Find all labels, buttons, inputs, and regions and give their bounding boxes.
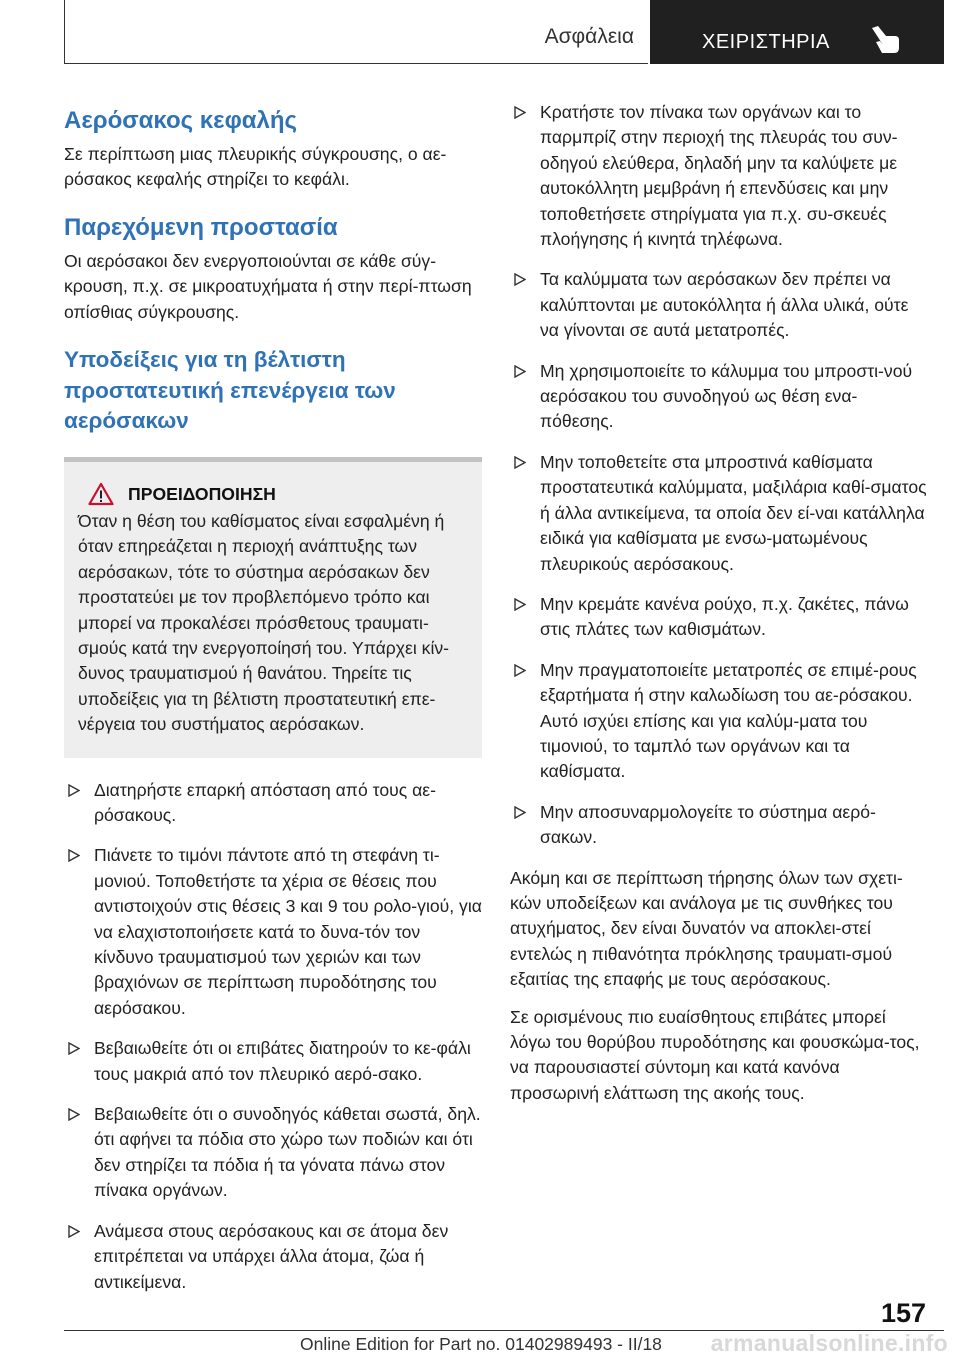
list-item: Βεβαιωθείτε ότι ο συνοδηγός κάθεται σωστά, δηλ. ότι αφήνει τα πόδια στο χώρο των ποδιών και ότι δεν στηρίζει τα πόδια ή τα γόνατα πάνω στον πίνακα οργάνων.: [64, 1102, 482, 1204]
triangle-bullet-icon: [514, 806, 526, 819]
warning-title: [78, 482, 468, 507]
header-section-title: Ασφάλεια: [544, 25, 634, 48]
paragraph-hearing: Σε ορισμένους πιο ευαίσθητους επιβάτες μπορεί λόγω του θορύβου πυροδότησης και φουσκώμα-τος, να παρουσιαστεί σύντομη και κατά κανόνα προσωρινή ελάττωση της ακοής τους.: [510, 1006, 920, 1103]
list-item: Μην πραγματοποιείτε μετατροπές σε επιμέ-ρους εξαρτήματα ή στην καλωδίωση του αε-ρόσακου. Αυτό ισχύει επίσης και για καλύμ-ματα του τιμονιού, το ταμπλό των οργάνων και τα καθίσματα.: [510, 658, 930, 785]
left-column: [64, 100, 482, 1310]
page-number: 157: [880, 1298, 926, 1328]
triangle-bullet-icon: [514, 273, 526, 286]
paragraph-residual-risk: Ακόμη και σε περίπτωση τήρησης όλων των σχετι-κών υποδείξεων και ανάλογα με τις συνθήκες του ατυχήματος, δεν είναι δυνατόν να αποκλει-στεί εντελώς η πιθανότητα πρόκλησης τραυματι-σμού εξαιτίας της επαφής με τους αερόσακους.: [510, 867, 903, 990]
right-column: [510, 100, 930, 1118]
heading-protection: Παρεχόμενη προστασία: [64, 213, 338, 241]
list-item: Μη χρησιμοποιείτε το κάλυμμα του μπροστι-νού αερόσακου του συνοδηγού ως θέση ενα-πόθεσης.: [510, 359, 930, 435]
hand-pointer-icon: [868, 24, 902, 54]
warning-title-text: ΠΡΟΕΙΔΟΠΟΙΗΣΗ: [128, 483, 276, 504]
list-item: Ανάμεσα στους αερόσακους και σε άτομα δεν επιτρέπεται να υπάρχει άλλα άτομα, ζώα ή αντικείμενα.: [64, 1219, 482, 1295]
list-item: Μην αποσυναρμολογείτε το σύστημα αερό-σακων.: [510, 800, 930, 851]
paragraph-head-airbag: Σε περίπτωση μιας πλευρικής σύγκρουσης, ο αε-ρόσακος κεφαλής στηρίζει το κεφάλι.: [64, 144, 447, 190]
heading-tips: Υποδείξεις για τη βέλτιστη προστατευτική επενέργεια των αερόσακων: [64, 347, 396, 434]
triangle-bullet-icon: [68, 784, 80, 797]
triangle-bullet-icon: [514, 365, 526, 378]
header-chapter-tab: [650, 0, 944, 64]
triangle-bullet-icon: [68, 1225, 80, 1238]
triangle-bullet-icon: [514, 106, 526, 119]
list-item: Τα καλύμματα των αερόσακων δεν πρέπει να καλύπτονται με αυτοκόλλητα ή άλλα υλικά, ούτε να γίνονται σε αυτά μετατροπές.: [510, 267, 930, 343]
list-item: Μην τοποθετείτε στα μπροστινά καθίσματα προστατευτικά καλύμματα, μαξιλάρια καθί-σματος ή άλλα αντικείμενα, τα οποία δεν εί-ναι κατάλληλα ειδικά για καθίσματα με ενσω-ματωμένους πλευρικούς αερόσακους.: [510, 450, 930, 577]
page-header: [64, 0, 944, 64]
header-section-frame: [64, 0, 648, 64]
triangle-bullet-icon: [68, 1042, 80, 1055]
list-item: Κρατήστε τον πίνακα των οργάνων και το παρμπρίζ στην περιοχή της πλευράς του συν-οδηγού ελεύθερα, δηλαδή μην τα καλύψετε με αυτοκόλλητη μεμβράνη ή επενδύσεις και μην τοποθετήσετε στηρίγματα για π.χ. συ-σκευές πλοήγησης ή κινητά τηλέφωνα.: [510, 100, 930, 252]
list-item: Βεβαιωθείτε ότι οι επιβάτες διατηρούν το κε-φάλι τους μακριά από τον πλευρικό αερό-σακο.: [64, 1036, 482, 1087]
triangle-bullet-icon: [514, 456, 526, 469]
warning-triangle-icon: [88, 482, 114, 506]
triangle-bullet-icon: [514, 598, 526, 611]
list-item: Μην κρεμάτε κανένα ρούχο, π.χ. ζακέτες, πάνω στις πλάτες των καθισμάτων.: [510, 592, 930, 643]
paragraph-protection: Οι αερόσακοι δεν ενεργοποιούνται σε κάθε σύγ-κρουση, π.χ. σε μικροατυχήματα ή στην περί-πτωση οπίσθιας σύγκρουσης.: [64, 250, 472, 322]
header-chapter-label: ΧΕΙΡΙΣΤΗΡΙΑ: [702, 31, 830, 53]
right-bullet-list: [510, 100, 930, 851]
warning-box: [64, 462, 482, 758]
left-bullet-list: [64, 778, 482, 1295]
list-item: Διατηρήστε επαρκή απόσταση από τους αε-ρόσακους.: [64, 778, 482, 829]
triangle-bullet-icon: [514, 664, 526, 677]
triangle-bullet-icon: [68, 1108, 80, 1121]
triangle-bullet-icon: [68, 849, 80, 862]
footer-watermark: armanualsonline.info: [710, 1330, 948, 1356]
list-item: Πιάνετε το τιμόνι πάντοτε από τη στεφάνη τι-μονιού. Τοποθετήστε τα χέρια σε θέσεις που αντιστοιχούν στις θέσεις 3 και 9 του ρολο-γιού, για να ελαχιστοποιήσετε κατά το δυνα-τόν τον κίνδυνο τραυματισμού των χεριών και των βραχιόνων σε περίπτωση πυροδότησης του αερόσακου.: [64, 843, 482, 1021]
warning-text: Όταν η θέση του καθίσματος είναι εσφαλμένη ή όταν επηρεάζεται η περιοχή ανάπτυξης των αερόσακων, τότε το σύστημα αερόσακων δεν προστατεύει με τον προβλεπόμενο τρόπο και μπορεί να προκαλέσει πρόσθετους τραυματι-σμούς κατά την ενεργοποίησή του. Υπάρχει κίν-δυνος τραυματισμού ή θανάτου. Τηρείτε τις υποδείξεις για τη βέλτιστη προστατευτική επε-νέργεια του συστήματος αερόσακων.: [78, 510, 450, 735]
footer-edition-text: Online Edition for Part no. 01402989493 - II/18: [300, 1334, 662, 1354]
heading-head-airbag: Αερόσακος κεφαλής: [64, 107, 297, 134]
